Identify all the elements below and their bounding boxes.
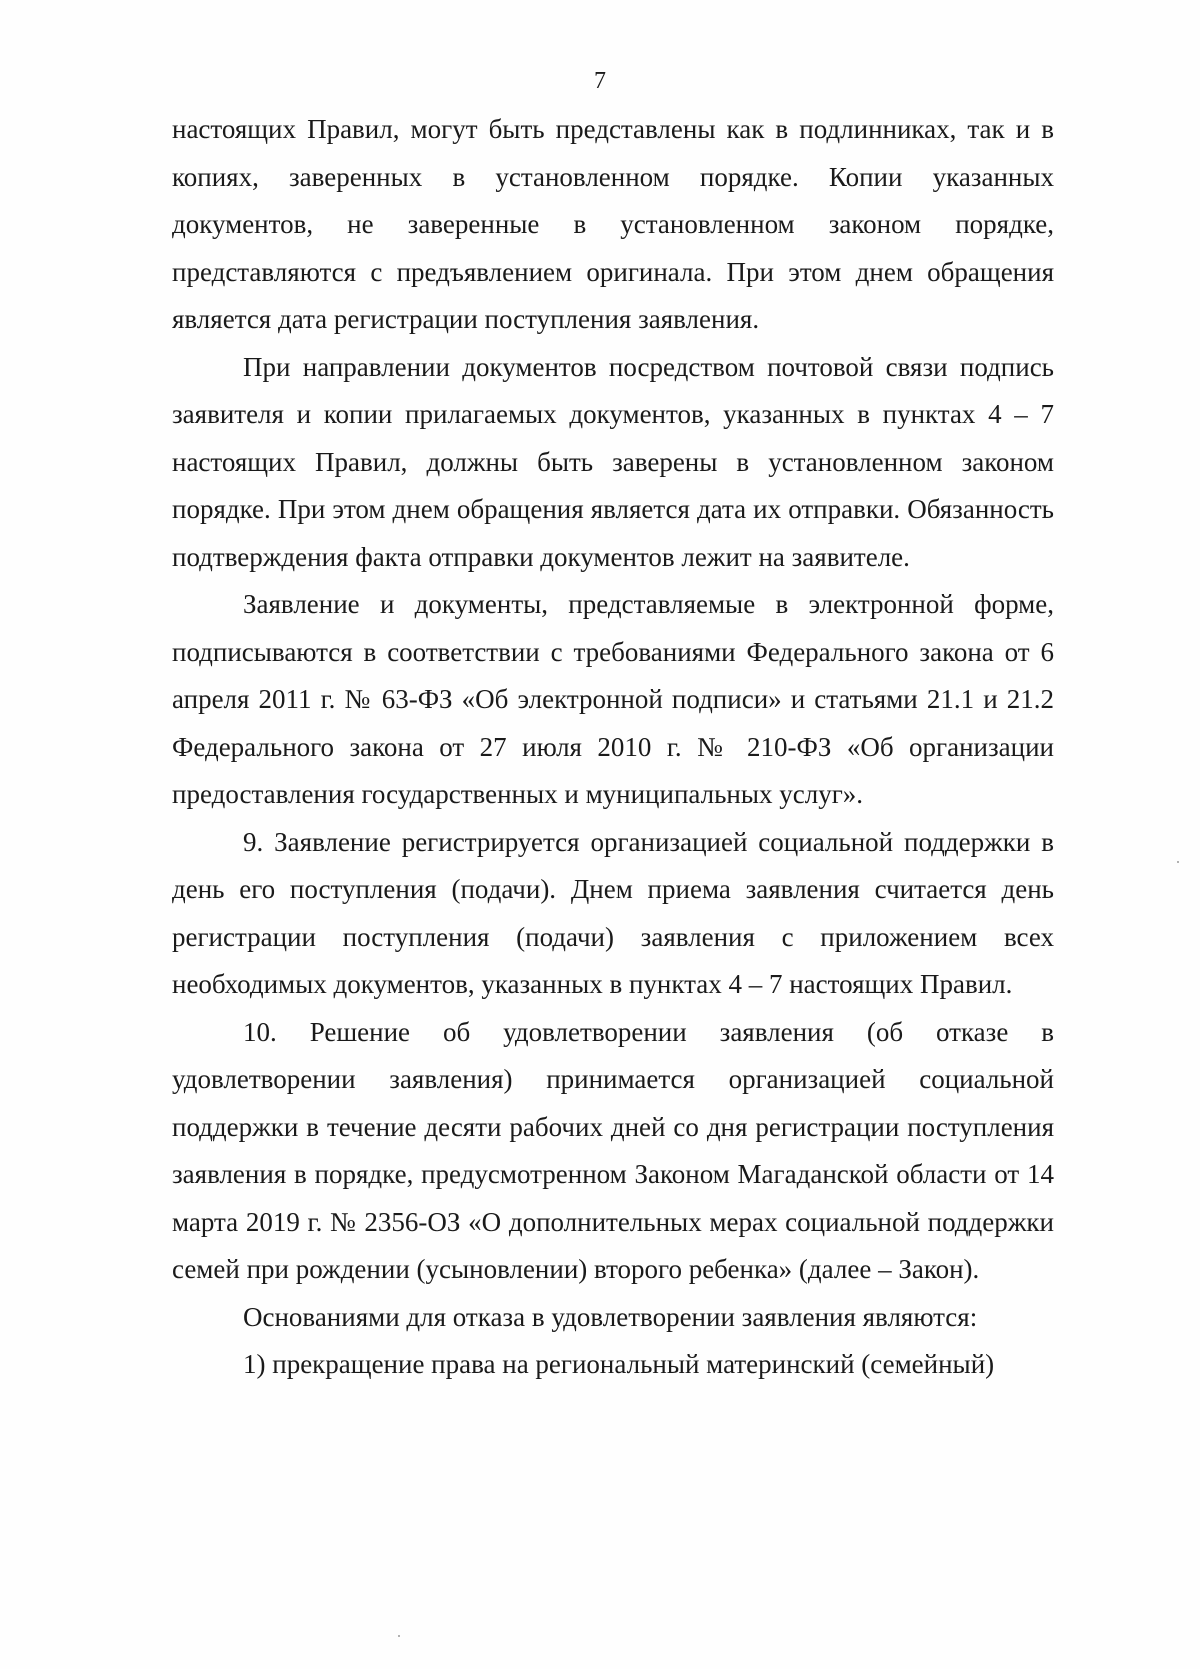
- scan-speck: [398, 1635, 400, 1637]
- paragraph-documents-copies: настоящих Правил, могут быть представлены как в подлинниках, так и в копиях, заверенных в установленном порядке. Копии указанных документов, не заверенные в установленном законом порядке, представляются с предъявлением оригинала. При этом днем обращения является дата регистрации поступления заявления.: [172, 114, 1054, 334]
- document-body: [172, 106, 1054, 1389]
- paragraph-ground-1: 1) прекращение права на региональный материнский (семейный): [243, 1349, 995, 1379]
- paragraph-item-9: 9. Заявление регистрируется организацией социальной поддержки в день его поступления (подачи). Днем приема заявления считается день регистрации поступления (подачи) заявления с приложением всех необходимых документов, указанных в пунктах 4 – 7 настоящих Правил.: [172, 826, 1054, 999]
- scan-speck: [1177, 861, 1179, 863]
- paragraph-item-10: 10. Решение об удовлетворении заявления (об отказе в удовлетворении заявления) принимается организацией социальной поддержки в течение десяти рабочих дней со дня регистрации поступления заявления в порядке, предусмотренном Законом Магаданской области от 14 марта 2019 г. № 2356-ОЗ «О дополнительных мерах социальной поддержки семей при рождении (усыновлении) второго ребенка» (далее – Закон).: [172, 1016, 1054, 1284]
- page-number: 7: [594, 68, 606, 94]
- paragraph-postal-submission: При направлении документов посредством почтовой связи подпись заявителя и копии прилагаемых документов, указанных в пунктах 4 – 7 настоящих Правил, должны быть заверены в установленном законом порядке. При этом днем обращения является дата их отправки. Обязанность подтверждения факта отправки документов лежит на заявителе.: [172, 351, 1054, 572]
- paragraph-electronic-submission: Заявление и документы, представляемые в электронной форме, подписываются в соответствии с требованиями Федерального закона от 6 апреля 2011 г. № 63-ФЗ «Об электронной подписи» и статьями 21.1 и 21.2 Федерального закона от 27 июля 2010 г. № 210-ФЗ «Об организации предоставления государственных и муниципальных услуг».: [172, 589, 1054, 809]
- paragraph-refusal-grounds: Основаниями для отказа в удовлетворении заявления являются:: [243, 1301, 978, 1332]
